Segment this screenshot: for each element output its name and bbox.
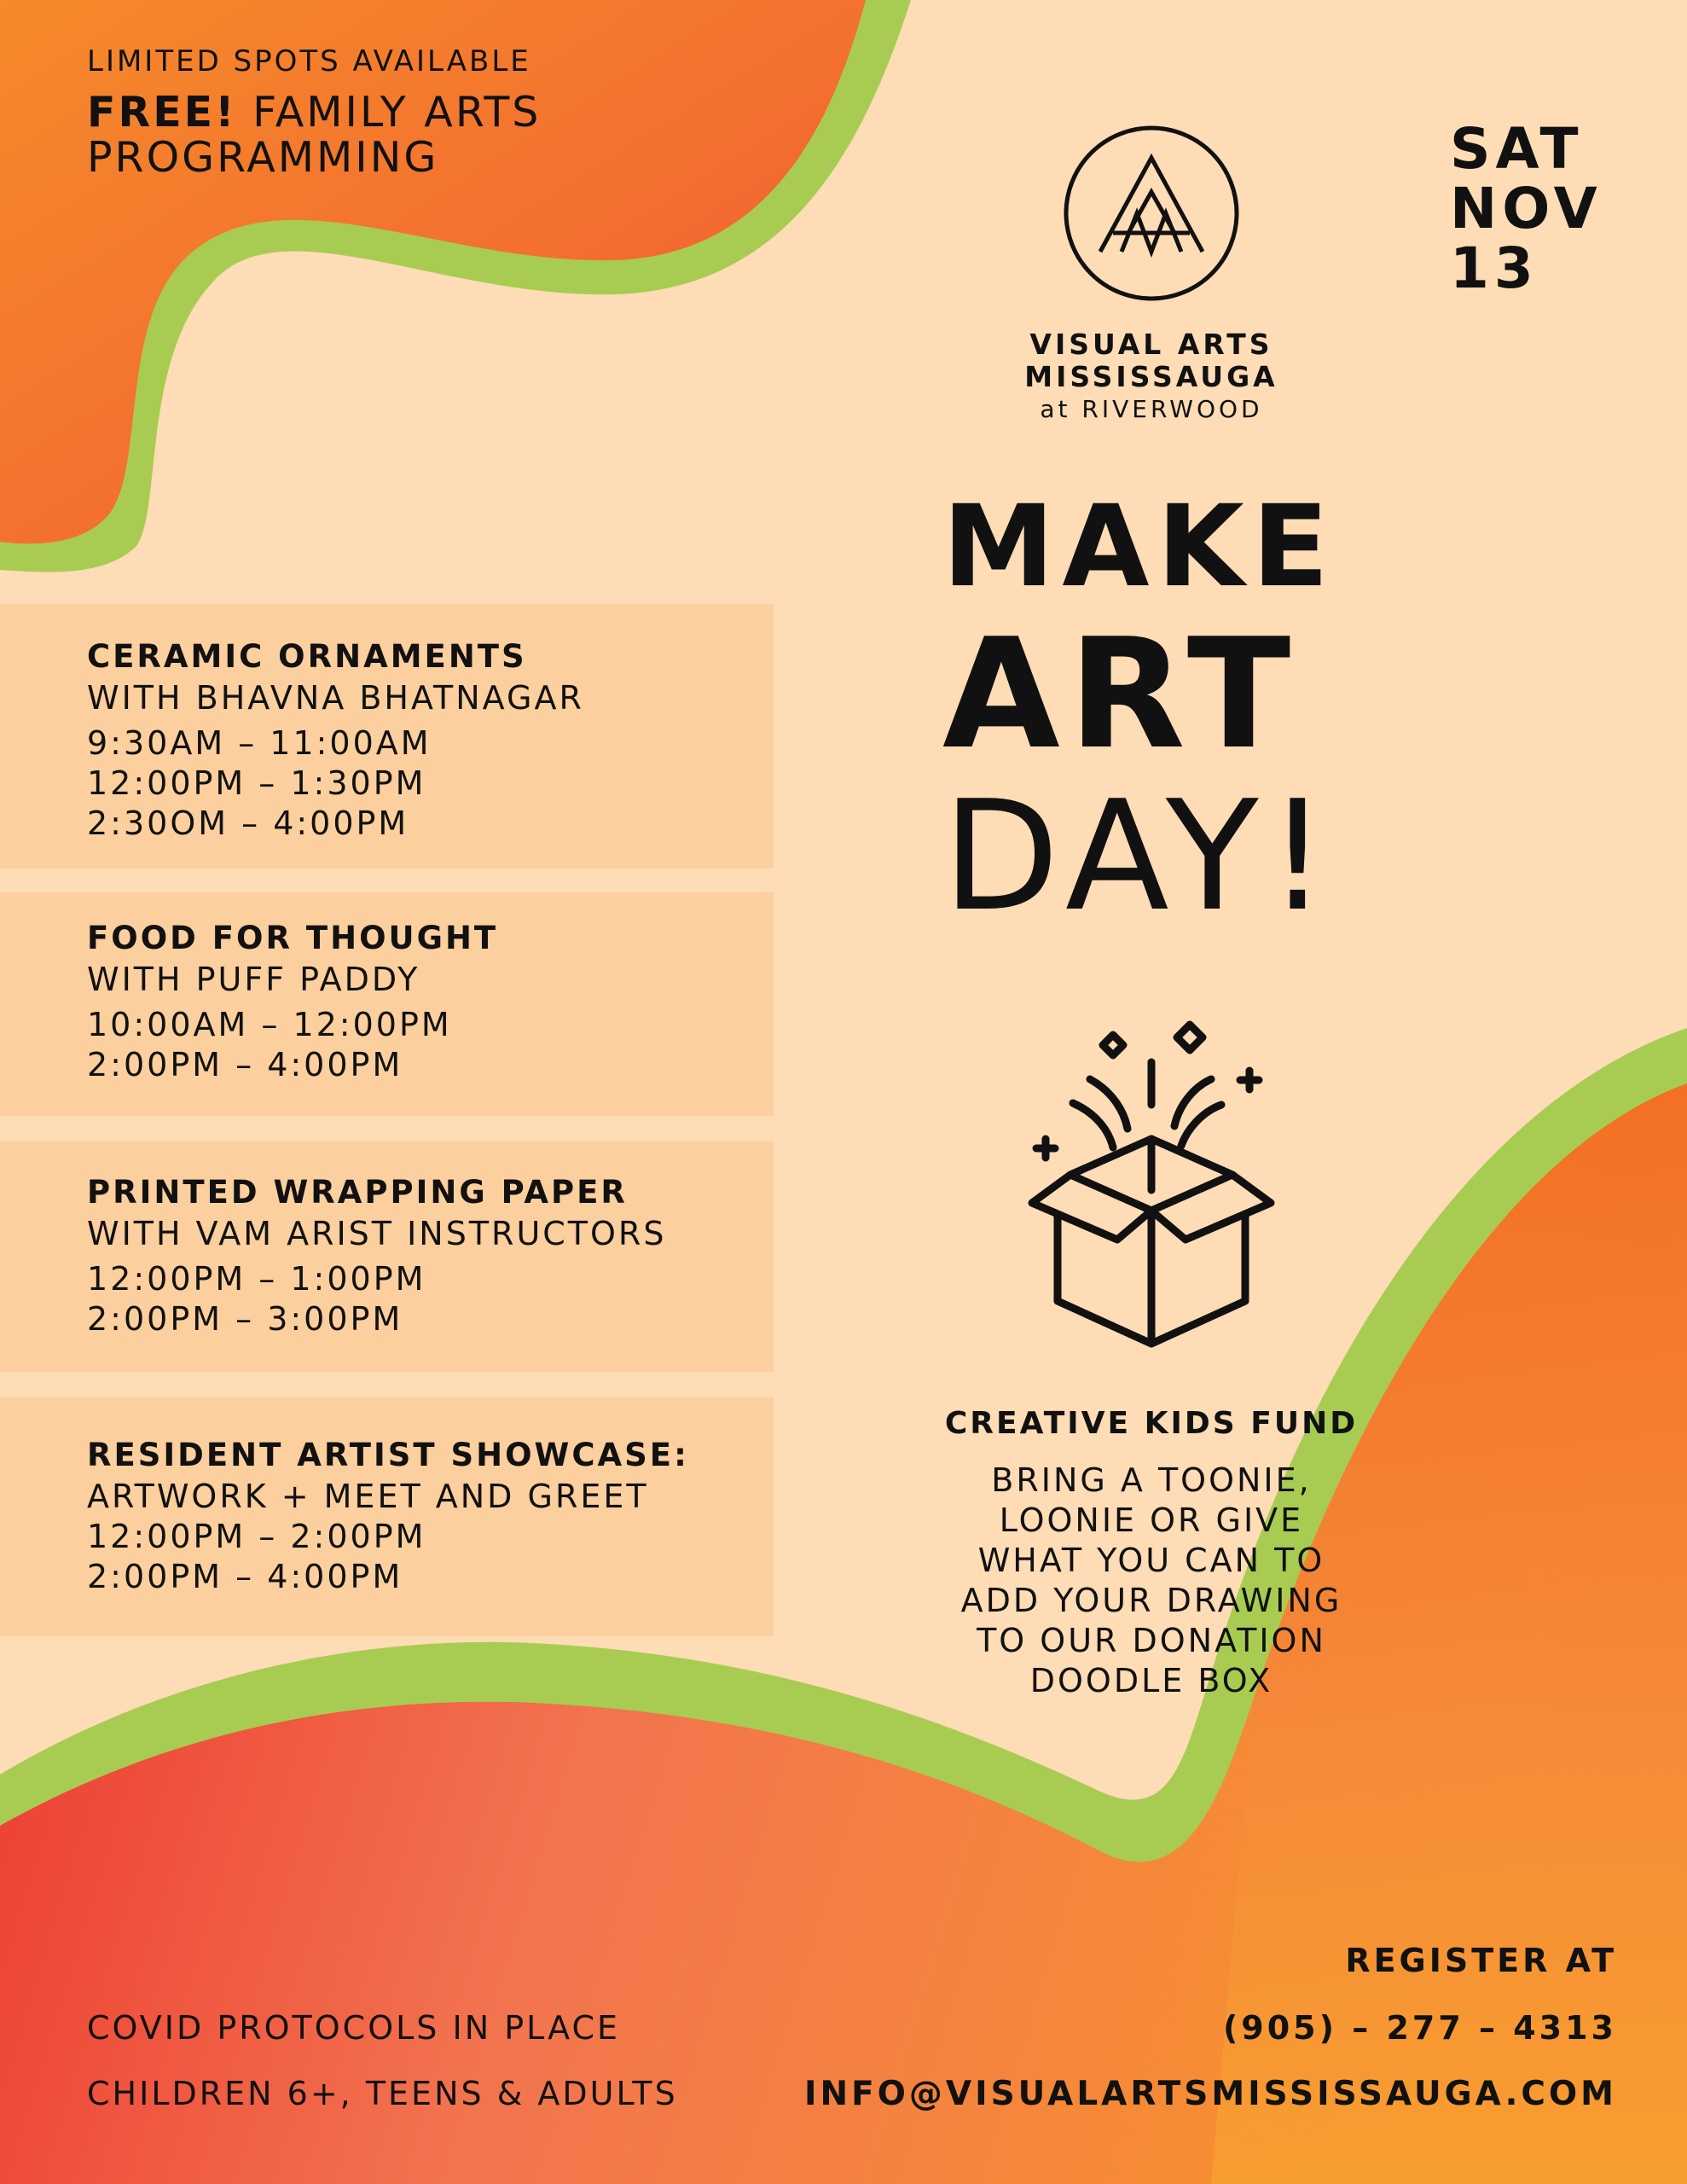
phone-number[interactable]: (905) – 277 – 4313 [1222,2009,1617,2047]
program-title: FOOD FOR THOUGHT [87,920,499,956]
program-instructor: WITH PUFF PADDY [87,961,420,998]
family-arts-text: FAMILY ARTS [252,88,542,136]
org-line-3: at RIVERWOOD [1040,395,1263,423]
date-day: SAT [1450,116,1584,182]
program-times [87,723,584,844]
program-times [87,1005,498,1085]
org-line-1: VISUAL ARTS [1029,328,1273,361]
program-times [87,1517,689,1597]
creative-kids-fund-title: CREATIVE KIDS FUND [944,1406,1359,1441]
covid-protocols-text: COVID PROTOCOLS IN PLACE [87,2009,621,2047]
program-title: RESIDENT ARTIST SHOWCASE: [87,1437,689,1473]
org-line-2: MISSISSAUGA [1024,360,1278,393]
program-instructor: ARTWORK + MEET AND GREET [87,1478,649,1515]
headline-art: ART [942,606,1300,782]
vam-logo-icon [1062,124,1241,303]
program-panel-4 [0,1397,774,1636]
register-label: REGISTER AT [1345,1942,1617,1979]
program-time: 12:00PM – 1:00PM [87,1260,426,1298]
program-time: 2:00PM – 4:00PM [87,1558,403,1595]
email-link[interactable]: INFO@VISUALARTSMISSISSAUGA.COM [803,2075,1617,2113]
program-time: 10:00AM – 12:00PM [87,1006,452,1043]
organization-name [981,328,1322,426]
program-time: 12:00PM – 2:00PM [87,1518,426,1555]
limited-spots-note: LIMITED SPOTS AVAILABLE [87,44,531,78]
programming-text: PROGRAMMING [87,133,439,182]
program-time: 9:30AM – 11:00AM [87,724,432,762]
program-time: 2:00PM – 3:00PM [87,1300,403,1338]
headline-day: DAY! [942,768,1336,944]
free-label: FREE! [87,88,237,136]
date-number: 13 [1450,235,1539,301]
program-panel-2 [0,892,774,1116]
date-month: NOV [1450,176,1603,241]
event-date [1450,116,1603,301]
gift-box-icon [998,1011,1305,1369]
audience-text: CHILDREN 6+, TEENS & ADULTS [87,2075,678,2112]
headline-make: MAKE [942,481,1336,613]
program-times [87,1259,666,1339]
headline-free-line [87,88,541,138]
program-time: 2:00PM – 4:00PM [87,1046,403,1083]
program-instructor: WITH BHAVNA BHATNAGAR [87,679,584,717]
program-time: 2:30OM – 4:00PM [87,804,409,842]
program-panel-3 [0,1141,774,1372]
program-time: 12:00PM – 1:30PM [87,764,426,802]
program-title: PRINTED WRAPPING PAPER [87,1174,628,1211]
program-title: CERAMIC ORNAMENTS [87,638,527,675]
donation-description: BRING A TOONIE, LOONIE OR GIVE WHAT YOU CAN TO ADD YOUR DRAWING TO OUR DONATION DOODLE BOX [960,1461,1342,1699]
program-panel-1 [0,604,774,868]
program-instructor: WITH VAM ARIST INSTRUCTORS [87,1215,667,1252]
